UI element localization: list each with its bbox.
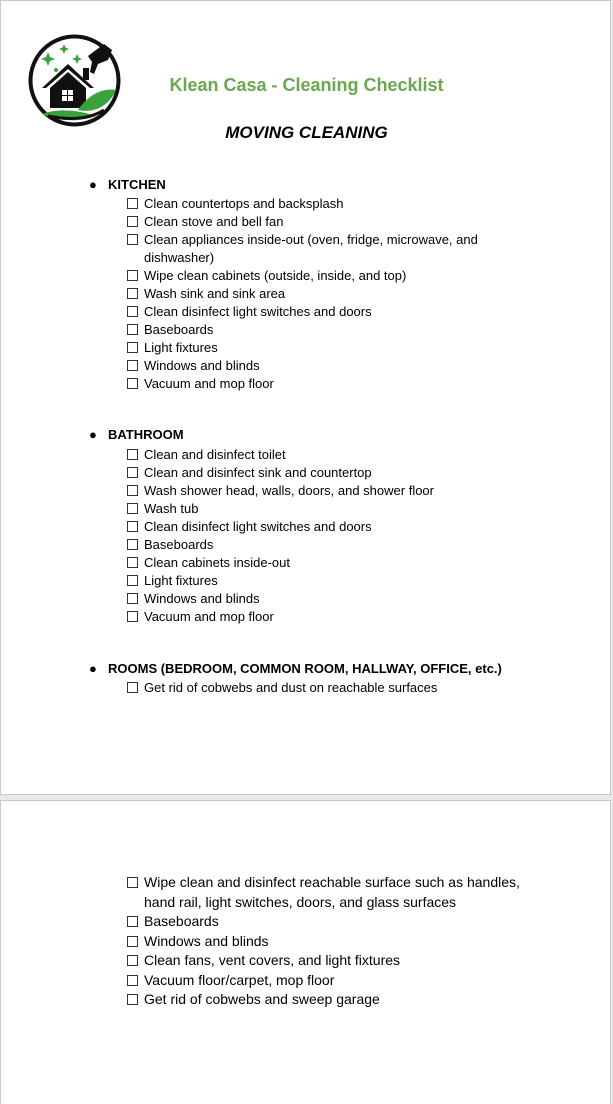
checklist-item[interactable]: Windows and blinds xyxy=(127,357,547,375)
checklist-kitchen xyxy=(127,195,547,393)
checkbox[interactable] xyxy=(127,503,138,514)
checklist-item[interactable]: Clean cabinets inside-out xyxy=(127,554,547,572)
checklist-item[interactable]: Clean disinfect light switches and doors xyxy=(127,518,547,536)
checklist-item[interactable]: Light fixtures xyxy=(127,572,547,590)
checkbox[interactable] xyxy=(127,378,138,389)
checklist-item[interactable]: Baseboards xyxy=(127,321,547,339)
section-heading-kitchen: ● KITCHEN xyxy=(89,177,166,192)
checkbox[interactable] xyxy=(127,306,138,317)
checklist-bathroom xyxy=(127,446,547,626)
checklist-item[interactable]: Get rid of cobwebs and sweep garage xyxy=(127,990,547,1010)
checklist-item[interactable]: Wipe clean cabinets (outside, inside, and top) xyxy=(127,267,547,285)
bullet-icon: ● xyxy=(89,177,97,192)
checkbox[interactable] xyxy=(127,360,138,371)
checkbox[interactable] xyxy=(127,682,138,693)
bullet-icon: ● xyxy=(89,427,97,442)
checkbox[interactable] xyxy=(127,539,138,550)
bullet-icon: ● xyxy=(89,661,97,676)
checklist-item[interactable]: Clean and disinfect toilet xyxy=(127,446,547,464)
checklist-item[interactable]: Get rid of cobwebs and dust on reachable surfaces xyxy=(127,679,547,697)
checkbox[interactable] xyxy=(127,485,138,496)
checkbox[interactable] xyxy=(127,575,138,586)
checklist-item[interactable]: Vacuum and mop floor xyxy=(127,375,547,393)
document-title: Klean Casa - Cleaning Checklist xyxy=(169,75,444,95)
checkbox[interactable] xyxy=(127,288,138,299)
checklist-item[interactable]: Clean disinfect light switches and doors xyxy=(127,303,547,321)
checklist-item[interactable]: Clean stove and bell fan xyxy=(127,213,547,231)
checklist-item[interactable]: Wipe clean and disinfect reachable surface such as handles, hand rail, light switches, doors, and glass surfaces xyxy=(127,873,547,912)
checklist-item[interactable]: Baseboards xyxy=(127,912,547,932)
document-subtitle: MOVING CLEANING xyxy=(225,123,388,142)
section-heading-bathroom: ● BATHROOM xyxy=(89,427,184,442)
checkbox[interactable] xyxy=(127,557,138,568)
checklist-item[interactable]: Light fixtures xyxy=(127,339,547,357)
checklist-item[interactable]: Windows and blinds xyxy=(127,590,547,608)
checkbox[interactable] xyxy=(127,955,138,966)
document-page-2 xyxy=(0,800,611,1104)
checkbox[interactable] xyxy=(127,877,138,888)
checklist-item[interactable]: Wash shower head, walls, doors, and shower floor xyxy=(127,482,547,500)
checklist-rooms-continued xyxy=(127,873,547,1010)
checklist-item[interactable]: Vacuum floor/carpet, mop floor xyxy=(127,971,547,991)
checkbox[interactable] xyxy=(127,994,138,1005)
checkbox[interactable] xyxy=(127,916,138,927)
checklist-item[interactable]: Wash sink and sink area xyxy=(127,285,547,303)
checkbox[interactable] xyxy=(127,216,138,227)
checkbox[interactable] xyxy=(127,521,138,532)
checkbox[interactable] xyxy=(127,593,138,604)
checkbox[interactable] xyxy=(127,467,138,478)
checkbox[interactable] xyxy=(127,234,138,245)
checklist-item[interactable]: Clean countertops and backsplash xyxy=(127,195,547,213)
checkbox[interactable] xyxy=(127,198,138,209)
checklist-item[interactable]: Vacuum and mop floor xyxy=(127,608,547,626)
checkbox[interactable] xyxy=(127,936,138,947)
checkbox[interactable] xyxy=(127,975,138,986)
checklist-rooms xyxy=(127,679,547,697)
checkbox[interactable] xyxy=(127,324,138,335)
checklist-item[interactable]: Clean and disinfect sink and countertop xyxy=(127,464,547,482)
checklist-item[interactable]: Clean appliances inside-out (oven, fridge, microwave, and dishwasher) xyxy=(127,231,547,267)
checklist-item[interactable]: Baseboards xyxy=(127,536,547,554)
checkbox[interactable] xyxy=(127,270,138,281)
section-heading-rooms: ● ROOMS (BEDROOM, COMMON ROOM, HALLWAY, OFFICE, etc.) xyxy=(89,661,502,676)
checklist-item[interactable]: Wash tub xyxy=(127,500,547,518)
checklist-item[interactable]: Clean fans, vent covers, and light fixtures xyxy=(127,951,547,971)
checkbox[interactable] xyxy=(127,611,138,622)
checkbox[interactable] xyxy=(127,342,138,353)
checklist-item[interactable]: Windows and blinds xyxy=(127,932,547,952)
checkbox[interactable] xyxy=(127,449,138,460)
